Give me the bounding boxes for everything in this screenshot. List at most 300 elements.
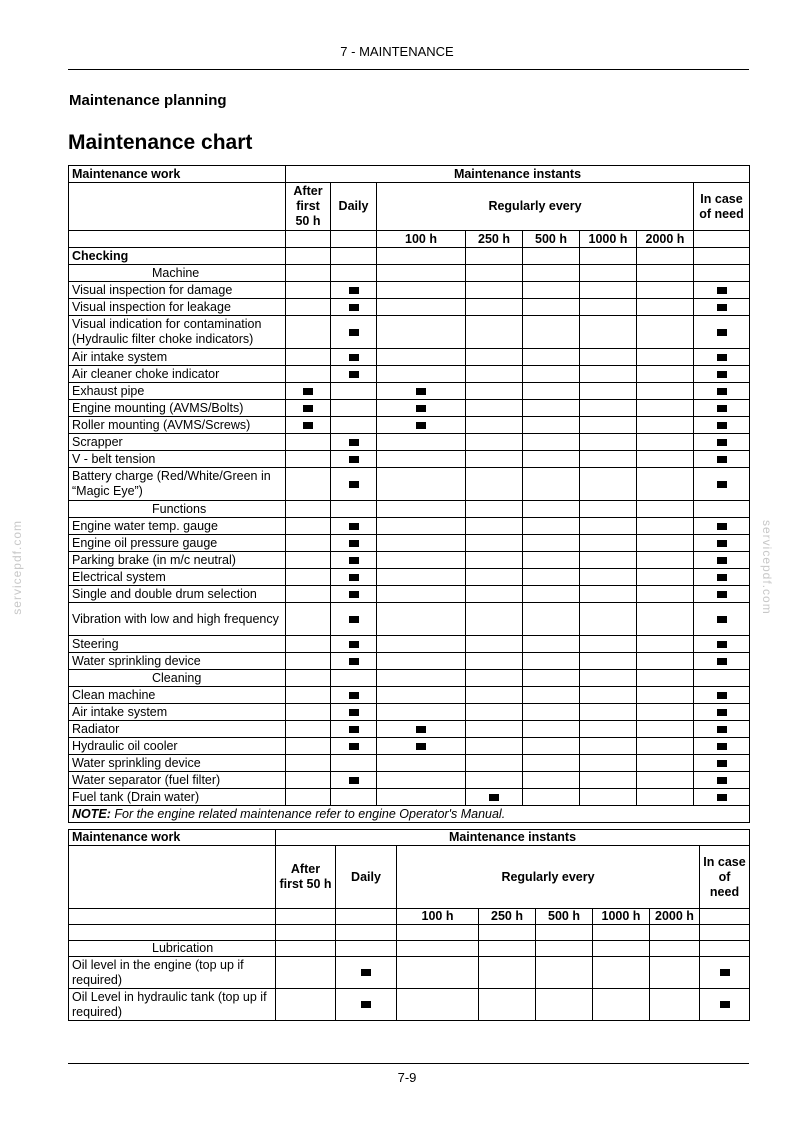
schedule-cell [580,586,637,603]
table-row [69,299,750,316]
schedule-cell [523,636,580,653]
in-case-of-need-header: In case of need [700,846,750,909]
schedule-cell [637,670,694,687]
schedule-cell [650,941,700,957]
table-row [69,349,750,366]
schedule-mark-icon [416,388,426,395]
table-row [69,535,750,552]
schedule-cell [580,670,637,687]
schedule-cell [700,941,750,957]
schedule-mark-icon [717,777,727,784]
schedule-cell [580,501,637,518]
schedule-mark-icon [717,456,727,463]
row-label: Roller mounting (AVMS/Screws) [69,417,286,434]
schedule-cell [466,248,523,265]
schedule-mark-icon [349,439,359,446]
schedule-cell [377,772,466,789]
table-row [69,400,750,417]
regularly-every-header: Regularly every [377,183,694,231]
schedule-cell [466,400,523,417]
schedule-mark-icon [717,481,727,488]
schedule-cell [523,265,580,282]
schedule-cell [336,989,397,1021]
schedule-mark-icon [717,692,727,699]
schedule-mark-icon [489,794,499,801]
schedule-cell [331,383,377,400]
schedule-cell [397,989,479,1021]
schedule-cell [580,400,637,417]
schedule-cell [286,569,331,586]
schedule-cell [377,755,466,772]
schedule-mark-icon [720,1001,730,1008]
schedule-cell [580,636,637,653]
table-row [69,434,750,451]
schedule-mark-icon [349,456,359,463]
schedule-cell [523,738,580,755]
schedule-cell [694,687,750,704]
note-text: For the engine related maintenance refer to engine Operator's Manual. [110,806,506,821]
schedule-cell [286,687,331,704]
schedule-mark-icon [349,709,359,716]
row-label: Fuel tank (Drain water) [69,789,286,806]
schedule-cell [286,434,331,451]
schedule-cell [377,569,466,586]
schedule-cell [523,704,580,721]
table-row [69,265,750,282]
note-row [69,806,750,823]
table-row [69,603,750,636]
schedule-cell [466,738,523,755]
schedule-cell [637,349,694,366]
interval-header: 250 h [479,909,536,925]
schedule-cell [694,282,750,299]
interval-blank-cell [69,231,286,248]
watermark-right: servicepdf.com [760,520,774,615]
row-label: Radiator [69,721,286,738]
schedule-mark-icon [349,354,359,361]
table-row [69,704,750,721]
schedule-cell [336,941,397,957]
table-row [69,653,750,670]
schedule-cell [286,603,331,636]
schedule-cell [331,586,377,603]
table-row [69,925,750,941]
daily-header: Daily [336,846,397,909]
schedule-cell [637,721,694,738]
interval-header: 500 h [523,231,580,248]
schedule-cell [331,265,377,282]
interval-header: 250 h [466,231,523,248]
schedule-cell [580,417,637,434]
schedule-cell [466,603,523,636]
schedule-cell [694,772,750,789]
schedule-mark-icon [717,726,727,733]
row-label: Air intake system [69,704,286,721]
schedule-mark-icon [349,304,359,311]
schedule-mark-icon [349,329,359,336]
schedule-cell [580,789,637,806]
schedule-cell [377,586,466,603]
schedule-cell [694,586,750,603]
row-label: V - belt tension [69,451,286,468]
schedule-mark-icon [717,574,727,581]
note-label: NOTE: [72,806,111,821]
section-title: Maintenance planning [69,92,227,109]
schedule-cell [694,670,750,687]
schedule-cell [286,366,331,383]
schedule-cell [286,501,331,518]
schedule-cell [397,941,479,957]
schedule-cell [466,586,523,603]
schedule-cell [523,772,580,789]
schedule-mark-icon [303,388,313,395]
schedule-cell [593,957,650,989]
schedule-cell [523,755,580,772]
maintenance-work-header: Maintenance work [69,830,276,846]
schedule-cell [523,451,580,468]
schedule-cell [580,653,637,670]
schedule-cell [580,569,637,586]
schedule-cell [580,755,637,772]
table-row [69,772,750,789]
row-label: Checking [69,248,286,265]
schedule-cell [523,552,580,569]
schedule-cell [694,468,750,501]
schedule-cell [377,535,466,552]
schedule-cell [580,552,637,569]
schedule-cell [637,501,694,518]
table-row [69,501,750,518]
schedule-cell [286,518,331,535]
schedule-cell [466,468,523,501]
schedule-cell [637,653,694,670]
schedule-cell [593,941,650,957]
schedule-cell [466,265,523,282]
schedule-cell [466,451,523,468]
row-label: Electrical system [69,569,286,586]
header-divider [68,69,749,70]
schedule-cell [466,535,523,552]
schedule-cell [523,670,580,687]
schedule-cell [331,451,377,468]
row-label: Air cleaner choke indicator [69,366,286,383]
table-row [69,755,750,772]
schedule-cell [466,316,523,349]
interval-header: 2000 h [637,231,694,248]
schedule-cell [377,670,466,687]
schedule-cell [694,569,750,586]
schedule-cell [694,383,750,400]
schedule-cell [637,316,694,349]
schedule-cell [377,653,466,670]
schedule-mark-icon [717,743,727,750]
schedule-cell [694,603,750,636]
schedule-mark-icon [416,405,426,412]
schedule-cell [331,366,377,383]
schedule-cell [523,603,580,636]
table-row [69,989,750,1021]
schedule-cell [650,957,700,989]
row-label: Engine oil pressure gauge [69,535,286,552]
schedule-cell [331,248,377,265]
schedule-mark-icon [717,760,727,767]
schedule-cell [331,552,377,569]
schedule-cell [536,957,593,989]
schedule-cell [331,755,377,772]
schedule-cell [650,989,700,1021]
schedule-cell [336,925,397,941]
schedule-cell [286,248,331,265]
schedule-cell [377,451,466,468]
schedule-cell [276,989,336,1021]
schedule-cell [286,451,331,468]
table-row [69,383,750,400]
schedule-cell [523,417,580,434]
row-label: Battery charge (Red/White/Green in “Magic Eye”) [69,468,286,501]
row-label: Water sprinkling device [69,653,286,670]
schedule-cell [523,248,580,265]
schedule-cell [377,636,466,653]
interval-header: 1000 h [580,231,637,248]
schedule-cell [377,349,466,366]
schedule-mark-icon [717,329,727,336]
schedule-cell [694,535,750,552]
schedule-cell [523,349,580,366]
schedule-cell [397,925,479,941]
interval-blank-cell [694,231,750,248]
schedule-cell [637,552,694,569]
schedule-cell [637,704,694,721]
row-label: Visual inspection for leakage [69,299,286,316]
schedule-cell [466,636,523,653]
schedule-cell [286,299,331,316]
schedule-mark-icon [349,287,359,294]
table-row [69,417,750,434]
schedule-cell [466,772,523,789]
schedule-cell [276,941,336,957]
table-row [69,248,750,265]
schedule-cell [536,989,593,1021]
row-label: Visual indication for contamination (Hydraulic filter choke indicators) [69,316,286,349]
schedule-cell [694,248,750,265]
schedule-cell [637,535,694,552]
schedule-cell [479,941,536,957]
interval-blank-cell [69,909,276,925]
schedule-cell [276,957,336,989]
schedule-cell [694,417,750,434]
interval-header: 500 h [536,909,593,925]
schedule-mark-icon [361,1001,371,1008]
schedule-cell [637,738,694,755]
schedule-cell [700,925,750,941]
schedule-cell [637,417,694,434]
schedule-cell [286,772,331,789]
schedule-cell [580,518,637,535]
maintenance-work-header: Maintenance work [69,166,286,183]
schedule-mark-icon [717,439,727,446]
schedule-cell [377,383,466,400]
row-label: Engine mounting (AVMS/Bolts) [69,400,286,417]
table-row [69,569,750,586]
schedule-cell [377,265,466,282]
schedule-mark-icon [349,523,359,530]
schedule-cell [286,721,331,738]
schedule-mark-icon [717,371,727,378]
schedule-cell [377,282,466,299]
schedule-cell [377,518,466,535]
schedule-cell [331,738,377,755]
schedule-cell [523,434,580,451]
schedule-cell [466,383,523,400]
table-row [69,316,750,349]
interval-blank-cell [331,231,377,248]
row-label: Scrapper [69,434,286,451]
row-label: Water separator (fuel filter) [69,772,286,789]
schedule-cell [331,518,377,535]
schedule-cell [286,417,331,434]
schedule-cell [580,687,637,704]
table-row [69,282,750,299]
schedule-cell [331,653,377,670]
schedule-cell [637,434,694,451]
schedule-mark-icon [717,794,727,801]
schedule-mark-icon [349,371,359,378]
schedule-cell [331,468,377,501]
schedule-cell [331,603,377,636]
schedule-cell [466,704,523,721]
chart-title: Maintenance chart [68,131,253,154]
schedule-cell [331,636,377,653]
schedule-cell [286,282,331,299]
schedule-cell [523,299,580,316]
schedule-cell [637,636,694,653]
schedule-cell [650,925,700,941]
row-label: Air intake system [69,349,286,366]
schedule-cell [523,586,580,603]
schedule-cell [331,282,377,299]
schedule-cell [694,704,750,721]
schedule-cell [466,501,523,518]
schedule-cell [637,265,694,282]
maintenance-table-1 [68,165,750,823]
schedule-cell [286,349,331,366]
schedule-cell [286,653,331,670]
schedule-cell [637,366,694,383]
schedule-cell [637,451,694,468]
schedule-cell [331,670,377,687]
schedule-cell [331,772,377,789]
maintenance-instants-header: Maintenance instants [286,166,750,183]
row-label: Machine [69,265,286,282]
schedule-cell [331,704,377,721]
schedule-cell [694,653,750,670]
schedule-cell [637,755,694,772]
row-label: Visual inspection for damage [69,282,286,299]
schedule-cell [637,299,694,316]
schedule-cell [377,434,466,451]
schedule-cell [466,282,523,299]
schedule-cell [523,569,580,586]
schedule-cell [580,434,637,451]
schedule-cell [694,366,750,383]
schedule-cell [580,366,637,383]
schedule-cell [331,789,377,806]
schedule-cell [377,501,466,518]
schedule-cell [466,687,523,704]
schedule-cell [523,316,580,349]
schedule-mark-icon [717,709,727,716]
schedule-mark-icon [717,591,727,598]
note-cell [69,806,750,823]
schedule-cell [466,552,523,569]
row-label: Oil level in the engine (top up if required) [69,957,276,989]
schedule-cell [580,535,637,552]
table-row [69,636,750,653]
schedule-mark-icon [349,777,359,784]
schedule-cell [286,468,331,501]
interval-header: 100 h [377,231,466,248]
schedule-mark-icon [349,743,359,750]
schedule-cell [637,772,694,789]
maintenance-instants-header: Maintenance instants [276,830,750,846]
schedule-cell [694,721,750,738]
table-row [69,738,750,755]
schedule-cell [580,451,637,468]
schedule-cell [286,552,331,569]
schedule-cell [466,366,523,383]
schedule-mark-icon [717,658,727,665]
schedule-cell [397,957,479,989]
schedule-cell [694,552,750,569]
schedule-mark-icon [349,540,359,547]
schedule-cell [479,989,536,1021]
schedule-cell [523,535,580,552]
schedule-cell [479,925,536,941]
interval-blank-cell [336,909,397,925]
schedule-cell [580,383,637,400]
schedule-cell [286,265,331,282]
schedule-cell [377,687,466,704]
schedule-cell [377,248,466,265]
schedule-cell [466,349,523,366]
interval-blank-cell [276,909,336,925]
schedule-cell [694,349,750,366]
schedule-cell [466,755,523,772]
schedule-cell [637,518,694,535]
after-first-50h-header: After first 50 h [286,183,331,231]
schedule-cell [286,383,331,400]
schedule-cell [523,400,580,417]
interval-blank-cell [286,231,331,248]
schedule-mark-icon [717,388,727,395]
schedule-cell [580,299,637,316]
schedule-cell [286,400,331,417]
daily-header: Daily [331,183,377,231]
schedule-cell [466,299,523,316]
schedule-mark-icon [303,405,313,412]
schedule-cell [286,535,331,552]
table-row [69,670,750,687]
row-label: Hydraulic oil cooler [69,738,286,755]
schedule-cell [479,957,536,989]
schedule-cell [286,789,331,806]
schedule-mark-icon [717,287,727,294]
schedule-mark-icon [349,481,359,488]
interval-header: 100 h [397,909,479,925]
schedule-cell [580,316,637,349]
page-header: 7 - MAINTENANCE [340,44,454,59]
table-row [69,451,750,468]
